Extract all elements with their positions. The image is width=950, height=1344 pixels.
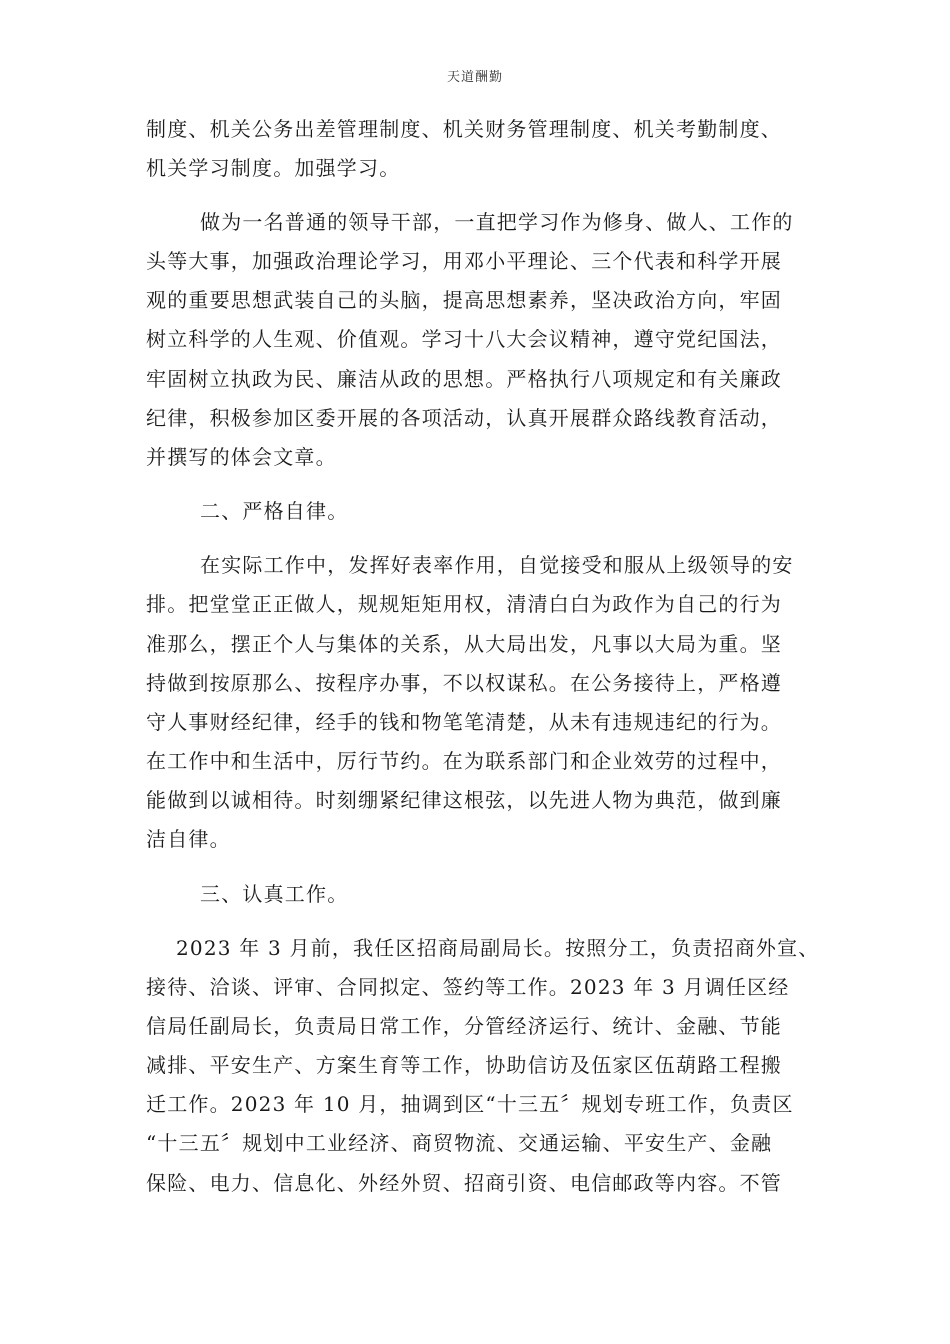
text-line: 信局任副局长，负责局日常工作，分管经济运行、统计、金融、节能 — [146, 1014, 782, 1038]
text-line: 牢固树立执政为民、廉洁从政的思想。严格执行八项规定和有关廉政 — [146, 367, 782, 391]
text-line: 守人事财经纪律，经手的钱和物笔笔清楚，从未有违规违纪的行为。 — [146, 710, 782, 734]
text-line: 洁自律。 — [146, 827, 231, 851]
text-line: 迁工作。2023 年 10 月，抽调到区“十三五〞规划专班工作，负责区 — [146, 1092, 794, 1116]
section-heading: 三、认真工作。 — [200, 882, 349, 906]
text-line: 树立科学的人生观、价值观。学习十八大会议精神，遵守党纪国法， — [146, 327, 782, 351]
text-line: 能做到以诚相待。时刻绷紧纪律这根弦，以先进人物为典范，做到廉 — [146, 788, 782, 812]
text-line: 减排、平安生产、方案生育等工作，协助信访及伍家区伍葫路工程搬 — [146, 1053, 782, 1077]
text-line: 头等大事，加强政治理论学习，用邓小平理论、三个代表和科学开展 — [146, 249, 782, 273]
paragraph-first-line: 做为一名普通的领导干部，一直把学习作为修身、做人、工作的 — [200, 210, 794, 234]
text-line: 观的重要思想武装自己的头脑，提高思想素养，坚决政治方向，牢固 — [146, 288, 782, 312]
text-line: 纪律，积极参加区委开展的各项活动，认真开展群众路线教育活动， — [146, 406, 782, 430]
text-line: 准那么，摆正个人与集体的关系，从大局出发，凡事以大局为重。坚 — [146, 632, 782, 656]
text-line: 制度、机关公务出差管理制度、机关财务管理制度、机关考勤制度、 — [146, 117, 782, 141]
text-line: 并撰写的体会文章。 — [146, 445, 337, 469]
page-header: 天道酬勤 — [446, 70, 503, 85]
text-line: 保险、电力、信息化、外经外贸、招商引资、电信邮政等内容。不管 — [146, 1171, 782, 1195]
paragraph-first-line: 2023 年 3 月前，我任区招商局副局长。按照分工，负责招商外宣、 — [176, 936, 820, 960]
text-line: 机关学习制度。加强学习。 — [146, 156, 401, 180]
text-line: “十三五〞规划中工业经济、商贸物流、交通运输、平安生产、金融 — [146, 1131, 773, 1155]
text-line: 接待、洽谈、评审、合同拟定、签约等工作。2023 年 3 月调任区经 — [146, 975, 790, 999]
text-line: 在工作中和生活中，厉行节约。在为联系部门和企业效劳的过程中， — [146, 749, 782, 773]
section-heading: 二、严格自律。 — [200, 499, 349, 523]
paragraph-first-line: 在实际工作中，发挥好表率作用，自觉接受和服从上级领导的安 — [200, 553, 794, 577]
text-line: 持做到按原那么、按程序办事，不以权谋私。在公务接待上，严格遵 — [146, 671, 782, 695]
text-line: 排。把堂堂正正做人，规规矩矩用权，清清白白为政作为自己的行为 — [146, 592, 782, 616]
